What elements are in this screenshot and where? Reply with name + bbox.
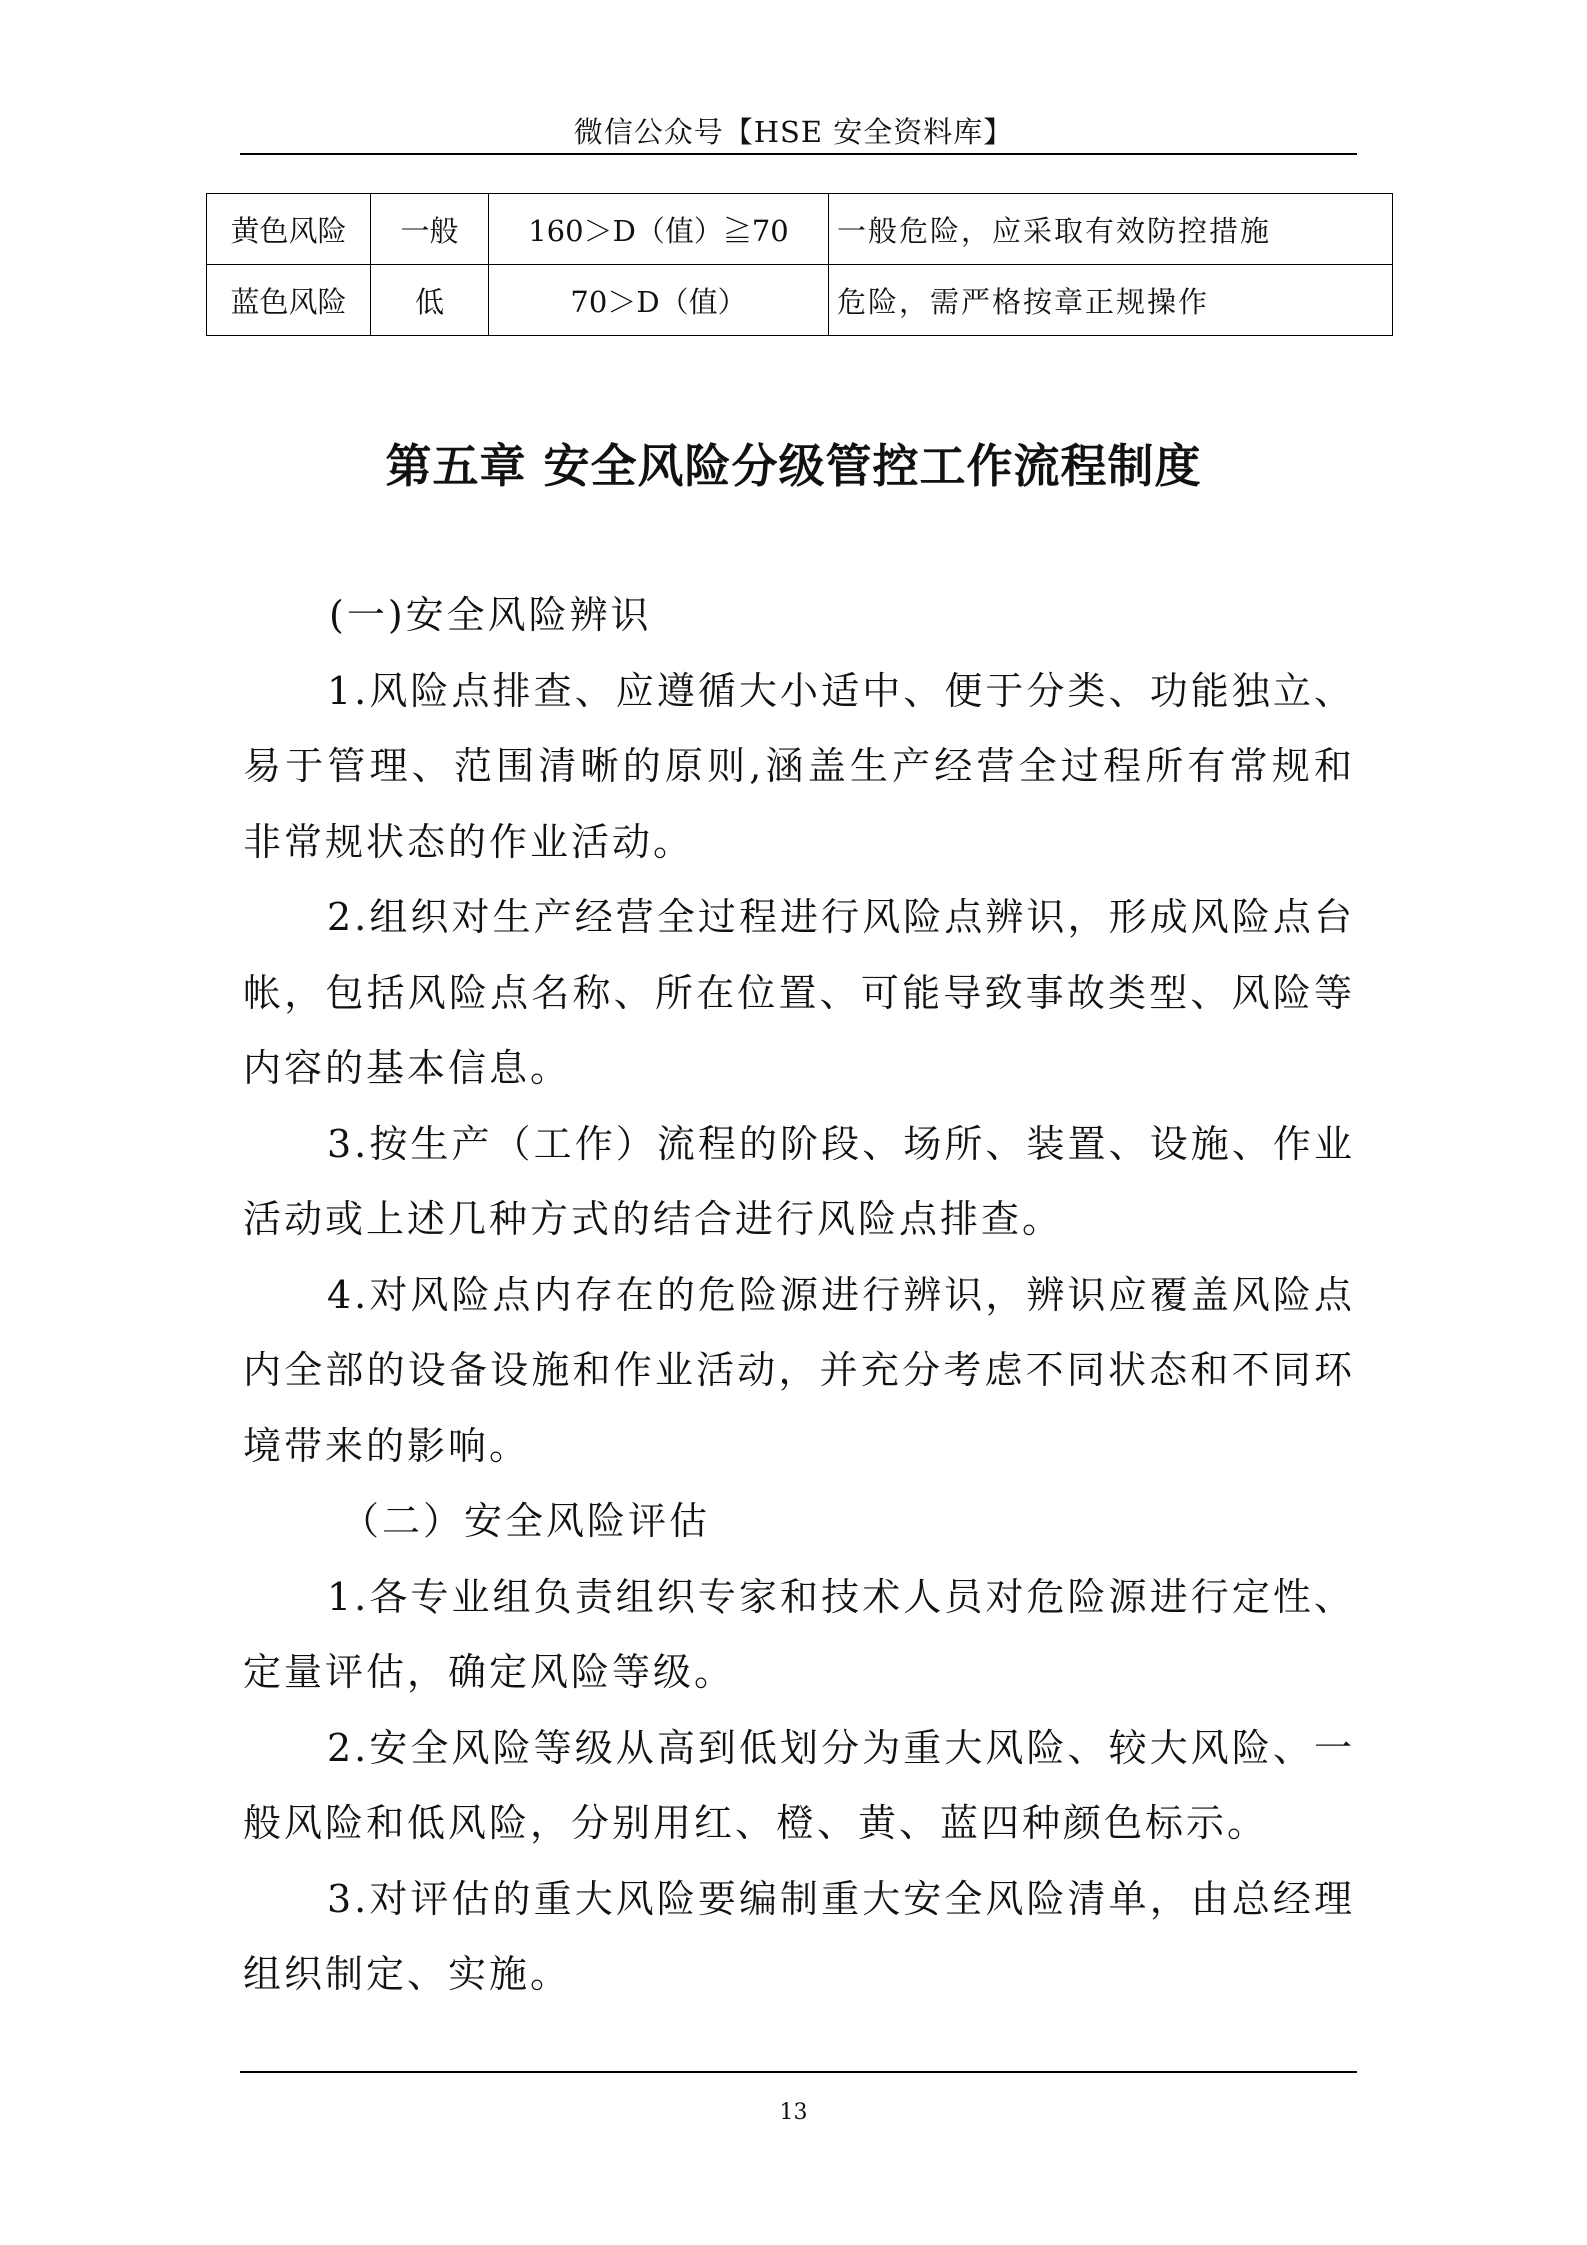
risk-grade-cell: 低 bbox=[371, 265, 489, 336]
body-text bbox=[243, 578, 1355, 2013]
paragraph: 3.对评估的重大风险要编制重大安全风险清单，由总经理组织制定、实施。 bbox=[243, 1876, 1355, 1996]
footer-divider bbox=[240, 2071, 1357, 2073]
risk-color-cell: 蓝色风险 bbox=[207, 265, 371, 336]
table-row bbox=[207, 194, 1393, 265]
risk-grade-cell: 一般 bbox=[371, 194, 489, 265]
risk-color-cell: 黄色风险 bbox=[207, 194, 371, 265]
header-divider bbox=[240, 153, 1357, 155]
page-header: 微信公众号【HSE 安全资料库】 bbox=[573, 115, 1014, 149]
risk-range-cell: 160＞D（值）≧70 bbox=[489, 194, 829, 265]
section-heading: (一)安全风险辨识 bbox=[329, 593, 652, 637]
page-number: 13 bbox=[779, 2100, 808, 2125]
risk-range-cell: 70＞D（值） bbox=[489, 265, 829, 336]
risk-level-table bbox=[206, 193, 1393, 336]
paragraph: 4.对风险点内存在的危险源进行辨识，辨识应覆盖风险点内全部的设备设施和作业活动，并充分考虑不同状态和不同环境带来的影响。 bbox=[243, 1272, 1355, 1468]
paragraph: 1.各专业组负责组织专家和技术人员对危险源进行定性、定量评估，确定风险等级。 bbox=[243, 1574, 1355, 1694]
risk-description-cell: 一般危险，应采取有效防控措施 bbox=[829, 194, 1393, 265]
paragraph: 2.组织对生产经营全过程进行风险点辨识，形成风险点台帐，包括风险点名称、所在位置、可能导致事故类型、风险等内容的基本信息。 bbox=[243, 895, 1355, 1090]
risk-description-cell: 危险，需严格按章正规操作 bbox=[829, 265, 1393, 336]
section-heading: （二）安全风险评估 bbox=[341, 1499, 711, 1543]
paragraph: 2.安全风险等级从高到低划分为重大风险、较大风险、一般风险和低风险，分别用红、橙、黄、蓝四种颜色标示。 bbox=[243, 1725, 1355, 1845]
paragraph: 3.按生产（工作）流程的阶段、场所、装置、设施、作业活动或上述几种方式的结合进行风险点排查。 bbox=[243, 1121, 1355, 1241]
paragraph: 1.风险点排查、应遵循大小适中、便于分类、功能独立、易于管理、范围清晰的原则,涵盖生产经营全过程所有常规和非常规状态的作业活动。 bbox=[243, 668, 1355, 864]
chapter-title: 第五章 安全风险分级管控工作流程制度 bbox=[385, 439, 1202, 493]
table-row bbox=[207, 265, 1393, 336]
